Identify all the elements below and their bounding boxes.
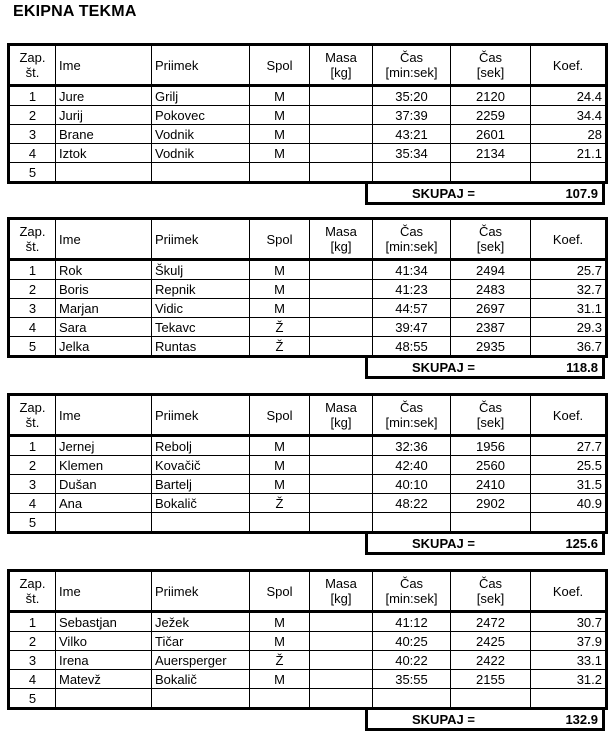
cell-first-name: Jurij xyxy=(56,106,152,125)
cell-number: 1 xyxy=(9,436,56,456)
team-total-label: SKUPAJ = xyxy=(412,712,475,727)
cell-coefficient: 21.1 xyxy=(531,144,607,163)
header-cas-sek xyxy=(451,45,531,86)
table-row xyxy=(9,280,607,299)
cell-first-name: Jernej xyxy=(56,436,152,456)
cell-time-min-sec xyxy=(373,163,451,183)
header-spol xyxy=(250,571,310,612)
cell-first-name: Vilko xyxy=(56,632,152,651)
cell-first-name: Ana xyxy=(56,494,152,513)
header-koef-label: Koef. xyxy=(552,231,584,247)
cell-last-name xyxy=(152,163,250,183)
cell-time-sec xyxy=(451,689,531,709)
header-cas-sek-line-2: [sek] xyxy=(476,591,505,606)
header-spol-label: Spol xyxy=(266,57,293,73)
cell-coefficient: 25.5 xyxy=(531,456,607,475)
header-priimek-label: Priimek xyxy=(155,57,199,73)
header-masa xyxy=(310,219,373,260)
header-masa xyxy=(310,571,373,612)
table-row xyxy=(9,494,607,513)
header-zap-line-1: Zap. xyxy=(19,400,46,415)
cell-first-name xyxy=(56,163,152,183)
table-header-row xyxy=(9,395,607,436)
cell-number: 1 xyxy=(9,260,56,280)
header-masa xyxy=(310,395,373,436)
cell-gender: M xyxy=(250,632,310,651)
header-masa-line-1: Masa xyxy=(325,400,357,415)
team-table xyxy=(7,569,608,710)
table-row xyxy=(9,318,607,337)
table-row xyxy=(9,86,607,106)
cell-mass xyxy=(310,318,373,337)
cell-time-sec: 2155 xyxy=(451,670,531,689)
cell-mass xyxy=(310,612,373,632)
table-row xyxy=(9,513,607,533)
cell-first-name: Sebastjan xyxy=(56,612,152,632)
team-table xyxy=(7,43,608,184)
header-cas-min-line-2: [min:sek] xyxy=(385,65,438,80)
header-cas-min-line-2: [min:sek] xyxy=(385,415,438,430)
cell-time-sec: 2472 xyxy=(451,612,531,632)
cell-number: 4 xyxy=(9,318,56,337)
cell-number: 2 xyxy=(9,456,56,475)
cell-number: 5 xyxy=(9,513,56,533)
header-zap xyxy=(9,395,56,436)
cell-coefficient: 31.5 xyxy=(531,475,607,494)
cell-time-min-sec: 32:36 xyxy=(373,436,451,456)
cell-first-name: Iztok xyxy=(56,144,152,163)
cell-time-min-sec: 35:55 xyxy=(373,670,451,689)
table-row xyxy=(9,689,607,709)
header-zap-line-1: Zap. xyxy=(19,50,46,65)
cell-last-name: Tekavc xyxy=(152,318,250,337)
cell-time-min-sec: 48:55 xyxy=(373,337,451,357)
header-spol-label: Spol xyxy=(266,231,293,247)
header-cas-min-line-2: [min:sek] xyxy=(385,239,438,254)
cell-gender: M xyxy=(250,144,310,163)
header-masa xyxy=(310,45,373,86)
header-cas-sek xyxy=(451,219,531,260)
cell-mass xyxy=(310,299,373,318)
team-total-box xyxy=(365,358,605,379)
cell-time-sec: 2935 xyxy=(451,337,531,357)
team-total-box xyxy=(365,184,605,205)
header-cas-min-line-1: Čas xyxy=(399,224,424,239)
table-row xyxy=(9,125,607,144)
cell-coefficient xyxy=(531,689,607,709)
cell-first-name: Brane xyxy=(56,125,152,144)
cell-first-name xyxy=(56,513,152,533)
header-cas-min-line-1: Čas xyxy=(399,50,424,65)
cell-time-min-sec: 48:22 xyxy=(373,494,451,513)
cell-time-min-sec: 37:39 xyxy=(373,106,451,125)
cell-time-sec: 2425 xyxy=(451,632,531,651)
table-row xyxy=(9,475,607,494)
header-priimek xyxy=(152,219,250,260)
cell-last-name: Bartelj xyxy=(152,475,250,494)
header-priimek xyxy=(152,571,250,612)
cell-time-min-sec: 35:34 xyxy=(373,144,451,163)
table-row xyxy=(9,299,607,318)
cell-number: 4 xyxy=(9,144,56,163)
team-total-label: SKUPAJ = xyxy=(412,186,475,201)
header-zap xyxy=(9,219,56,260)
header-koef-label: Koef. xyxy=(552,57,584,73)
cell-time-sec: 2494 xyxy=(451,260,531,280)
cell-time-min-sec: 44:57 xyxy=(373,299,451,318)
cell-first-name: Sara xyxy=(56,318,152,337)
header-priimek-label: Priimek xyxy=(155,583,199,599)
cell-number: 1 xyxy=(9,612,56,632)
cell-gender: M xyxy=(250,612,310,632)
header-cas-sek-line-2: [sek] xyxy=(476,239,505,254)
cell-number: 2 xyxy=(9,280,56,299)
cell-mass xyxy=(310,475,373,494)
cell-first-name: Marjan xyxy=(56,299,152,318)
header-koef xyxy=(531,395,607,436)
page-title: EKIPNA TEKMA xyxy=(13,3,137,20)
cell-mass xyxy=(310,144,373,163)
header-priimek xyxy=(152,45,250,86)
header-spol xyxy=(250,219,310,260)
cell-time-min-sec: 41:12 xyxy=(373,612,451,632)
cell-time-sec: 2422 xyxy=(451,651,531,670)
table-row xyxy=(9,144,607,163)
cell-number: 3 xyxy=(9,651,56,670)
cell-last-name: Bokalič xyxy=(152,670,250,689)
header-cas-min-line-1: Čas xyxy=(399,400,424,415)
cell-time-sec: 2259 xyxy=(451,106,531,125)
cell-time-min-sec: 39:47 xyxy=(373,318,451,337)
team-block-3 xyxy=(7,393,605,551)
header-ime-label: Ime xyxy=(59,57,81,73)
cell-time-min-sec: 40:10 xyxy=(373,475,451,494)
cell-last-name: Vodnik xyxy=(152,144,250,163)
cell-mass xyxy=(310,436,373,456)
header-cas-sek-line-1: Čas xyxy=(478,50,503,65)
header-ime xyxy=(56,571,152,612)
cell-mass xyxy=(310,106,373,125)
cell-time-sec: 2134 xyxy=(451,144,531,163)
cell-coefficient: 40.9 xyxy=(531,494,607,513)
cell-last-name: Vodnik xyxy=(152,125,250,144)
cell-time-sec xyxy=(451,163,531,183)
cell-gender: M xyxy=(250,299,310,318)
cell-mass xyxy=(310,670,373,689)
cell-gender: M xyxy=(250,436,310,456)
cell-last-name: Pokovec xyxy=(152,106,250,125)
team-total-value: 125.6 xyxy=(565,536,598,551)
header-zap-line-2: št. xyxy=(25,239,40,254)
cell-time-min-sec: 42:40 xyxy=(373,456,451,475)
cell-time-min-sec: 43:21 xyxy=(373,125,451,144)
cell-last-name: Auersperger xyxy=(152,651,250,670)
cell-first-name: Klemen xyxy=(56,456,152,475)
cell-time-sec: 2483 xyxy=(451,280,531,299)
cell-gender: Ž xyxy=(250,337,310,357)
header-spol-label: Spol xyxy=(266,407,293,423)
cell-time-sec: 2601 xyxy=(451,125,531,144)
cell-last-name: Škulj xyxy=(152,260,250,280)
cell-time-sec: 2697 xyxy=(451,299,531,318)
cell-time-sec xyxy=(451,513,531,533)
cell-gender: M xyxy=(250,106,310,125)
cell-coefficient: 24.4 xyxy=(531,86,607,106)
cell-time-min-sec: 41:23 xyxy=(373,280,451,299)
cell-last-name: Bokalič xyxy=(152,494,250,513)
cell-time-min-sec: 35:20 xyxy=(373,86,451,106)
header-cas-sek-line-2: [sek] xyxy=(476,415,505,430)
header-zap-line-2: št. xyxy=(25,415,40,430)
cell-first-name: Dušan xyxy=(56,475,152,494)
cell-last-name: Runtas xyxy=(152,337,250,357)
cell-first-name: Irena xyxy=(56,651,152,670)
header-cas-sek-line-1: Čas xyxy=(478,400,503,415)
cell-number: 5 xyxy=(9,689,56,709)
table-row xyxy=(9,436,607,456)
header-spol-label: Spol xyxy=(266,583,293,599)
header-cas-min-line-1: Čas xyxy=(399,576,424,591)
table-row xyxy=(9,337,607,357)
cell-last-name xyxy=(152,513,250,533)
cell-gender: Ž xyxy=(250,651,310,670)
cell-coefficient xyxy=(531,163,607,183)
cell-gender xyxy=(250,163,310,183)
team-total-value: 107.9 xyxy=(565,186,598,201)
team-block-4 xyxy=(7,569,605,727)
cell-gender xyxy=(250,689,310,709)
header-cas-sek xyxy=(451,395,531,436)
cell-gender: M xyxy=(250,280,310,299)
table-row xyxy=(9,163,607,183)
team-block-2 xyxy=(7,217,605,375)
cell-number: 2 xyxy=(9,632,56,651)
cell-coefficient: 33.1 xyxy=(531,651,607,670)
cell-first-name: Rok xyxy=(56,260,152,280)
cell-gender: M xyxy=(250,475,310,494)
header-koef-label: Koef. xyxy=(552,407,584,423)
cell-number: 3 xyxy=(9,299,56,318)
cell-mass xyxy=(310,651,373,670)
cell-gender: Ž xyxy=(250,318,310,337)
cell-mass xyxy=(310,632,373,651)
cell-coefficient: 36.7 xyxy=(531,337,607,357)
cell-last-name: Ježek xyxy=(152,612,250,632)
cell-number: 5 xyxy=(9,163,56,183)
cell-time-sec: 2560 xyxy=(451,456,531,475)
header-cas-min xyxy=(373,395,451,436)
cell-mass xyxy=(310,456,373,475)
cell-gender: M xyxy=(250,456,310,475)
cell-number: 2 xyxy=(9,106,56,125)
header-zap-line-1: Zap. xyxy=(19,224,46,239)
cell-coefficient: 29.3 xyxy=(531,318,607,337)
header-masa-line-2: [kg] xyxy=(330,591,352,606)
cell-number: 4 xyxy=(9,670,56,689)
team-total-label: SKUPAJ = xyxy=(412,360,475,375)
cell-last-name: Kovačič xyxy=(152,456,250,475)
header-koef xyxy=(531,45,607,86)
header-masa-line-1: Masa xyxy=(325,224,357,239)
cell-coefficient: 32.7 xyxy=(531,280,607,299)
table-row xyxy=(9,632,607,651)
team-total-label: SKUPAJ = xyxy=(412,536,475,551)
table-row xyxy=(9,612,607,632)
cell-number: 1 xyxy=(9,86,56,106)
header-koef xyxy=(531,571,607,612)
cell-coefficient xyxy=(531,513,607,533)
header-masa-line-2: [kg] xyxy=(330,65,352,80)
header-zap-line-2: št. xyxy=(25,65,40,80)
header-cas-sek-line-1: Čas xyxy=(478,224,503,239)
cell-coefficient: 28 xyxy=(531,125,607,144)
header-zap xyxy=(9,45,56,86)
cell-coefficient: 31.2 xyxy=(531,670,607,689)
header-ime-label: Ime xyxy=(59,407,81,423)
cell-mass xyxy=(310,86,373,106)
header-priimek-label: Priimek xyxy=(155,407,199,423)
cell-time-sec: 2387 xyxy=(451,318,531,337)
cell-mass xyxy=(310,513,373,533)
cell-last-name: Grilj xyxy=(152,86,250,106)
team-total-box xyxy=(365,710,605,731)
table-header-row xyxy=(9,219,607,260)
cell-time-min-sec: 40:25 xyxy=(373,632,451,651)
header-masa-line-2: [kg] xyxy=(330,415,352,430)
cell-time-sec: 2902 xyxy=(451,494,531,513)
header-masa-line-2: [kg] xyxy=(330,239,352,254)
header-cas-sek-line-2: [sek] xyxy=(476,65,505,80)
header-cas-min-line-2: [min:sek] xyxy=(385,591,438,606)
cell-coefficient: 31.1 xyxy=(531,299,607,318)
team-total-box xyxy=(365,534,605,555)
header-spol xyxy=(250,45,310,86)
header-spol xyxy=(250,395,310,436)
cell-first-name: Jure xyxy=(56,86,152,106)
header-ime-label: Ime xyxy=(59,583,81,599)
header-cas-sek-line-1: Čas xyxy=(478,576,503,591)
cell-first-name xyxy=(56,689,152,709)
header-zap-line-2: št. xyxy=(25,591,40,606)
cell-number: 5 xyxy=(9,337,56,357)
header-zap-line-1: Zap. xyxy=(19,576,46,591)
cell-number: 3 xyxy=(9,125,56,144)
header-cas-min xyxy=(373,571,451,612)
team-total-value: 118.8 xyxy=(566,360,598,375)
header-cas-sek xyxy=(451,571,531,612)
cell-coefficient: 37.9 xyxy=(531,632,607,651)
header-koef-label: Koef. xyxy=(552,583,584,599)
cell-mass xyxy=(310,260,373,280)
cell-gender: M xyxy=(250,125,310,144)
cell-mass xyxy=(310,125,373,144)
cell-first-name: Boris xyxy=(56,280,152,299)
header-cas-min xyxy=(373,219,451,260)
header-masa-line-1: Masa xyxy=(325,576,357,591)
header-koef xyxy=(531,219,607,260)
cell-coefficient: 30.7 xyxy=(531,612,607,632)
cell-gender: M xyxy=(250,86,310,106)
cell-coefficient: 25.7 xyxy=(531,260,607,280)
header-ime xyxy=(56,219,152,260)
cell-last-name xyxy=(152,689,250,709)
team-table xyxy=(7,393,608,534)
cell-time-min-sec: 41:34 xyxy=(373,260,451,280)
header-ime xyxy=(56,45,152,86)
cell-time-min-sec: 40:22 xyxy=(373,651,451,670)
cell-last-name: Tičar xyxy=(152,632,250,651)
cell-coefficient: 34.4 xyxy=(531,106,607,125)
cell-time-sec: 2120 xyxy=(451,86,531,106)
header-cas-min xyxy=(373,45,451,86)
cell-gender: M xyxy=(250,670,310,689)
header-masa-line-1: Masa xyxy=(325,50,357,65)
cell-time-sec: 2410 xyxy=(451,475,531,494)
team-table xyxy=(7,217,608,358)
cell-time-min-sec xyxy=(373,513,451,533)
cell-first-name: Matevž xyxy=(56,670,152,689)
cell-coefficient: 27.7 xyxy=(531,436,607,456)
table-header-row xyxy=(9,45,607,86)
cell-gender: Ž xyxy=(250,494,310,513)
header-ime xyxy=(56,395,152,436)
cell-mass xyxy=(310,280,373,299)
header-priimek-label: Priimek xyxy=(155,231,199,247)
cell-first-name: Jelka xyxy=(56,337,152,357)
table-row xyxy=(9,670,607,689)
cell-gender: M xyxy=(250,260,310,280)
cell-mass xyxy=(310,337,373,357)
table-row xyxy=(9,456,607,475)
cell-last-name: Rebolj xyxy=(152,436,250,456)
team-block-1 xyxy=(7,43,605,201)
cell-last-name: Repnik xyxy=(152,280,250,299)
table-row xyxy=(9,651,607,670)
cell-number: 3 xyxy=(9,475,56,494)
header-zap xyxy=(9,571,56,612)
cell-gender xyxy=(250,513,310,533)
header-priimek xyxy=(152,395,250,436)
cell-last-name: Vidic xyxy=(152,299,250,318)
cell-mass xyxy=(310,163,373,183)
cell-number: 4 xyxy=(9,494,56,513)
table-row xyxy=(9,260,607,280)
cell-mass xyxy=(310,689,373,709)
header-ime-label: Ime xyxy=(59,231,81,247)
table-header-row xyxy=(9,571,607,612)
cell-time-sec: 1956 xyxy=(451,436,531,456)
team-total-value: 132.9 xyxy=(565,712,598,727)
table-row xyxy=(9,106,607,125)
cell-mass xyxy=(310,494,373,513)
cell-time-min-sec xyxy=(373,689,451,709)
